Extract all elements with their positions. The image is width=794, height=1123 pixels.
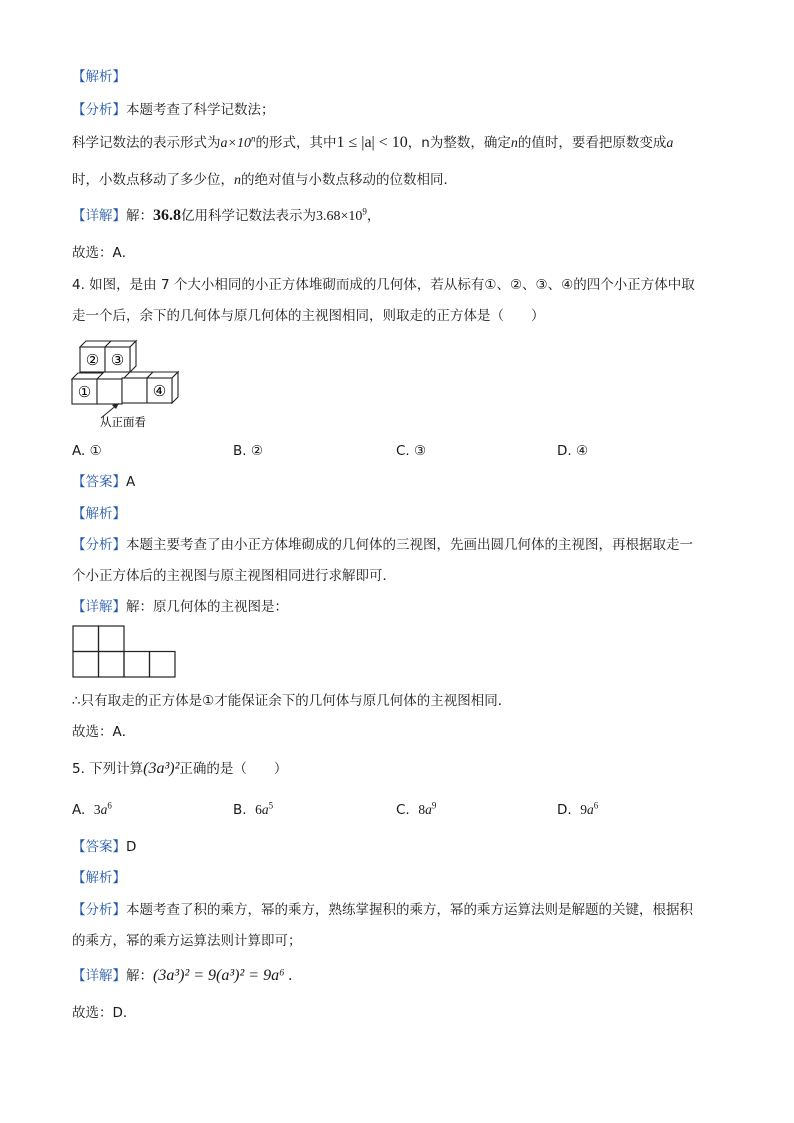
q4-option-b: B. ② — [233, 443, 263, 459]
grid-cell — [73, 626, 99, 652]
grid-cell — [99, 652, 125, 678]
cube-label-1: ① — [77, 383, 92, 401]
q4-conclusion: ∴只有取走的正方体是①才能保证余下的几何体与原几何体的主视图相同． — [72, 693, 512, 709]
answer-tag: 【答案】 — [72, 474, 126, 490]
cube-front-face — [97, 379, 122, 404]
q4-stem-line2: 走一个后，余下的几何体与原几何体的主视图相同，则取走的正方体是（ ） — [72, 308, 545, 324]
q3-guxuan: 故选：A． — [72, 245, 136, 261]
cube-stack-figure — [68, 336, 188, 430]
cube-front-face — [122, 378, 147, 403]
q5-fenxi-line1: 【分析】本题考查了积的乘方，幂的乘方，熟练掌握积的乘方，幂的乘方运算法则是解题的关键，根据积 — [72, 902, 693, 918]
inequality: 1 ≤ |a| < 10 — [336, 134, 408, 151]
answer-value: D — [126, 839, 137, 855]
q5-option-b: B. $6a^5$ — [233, 800, 274, 818]
grid-cell — [124, 652, 150, 678]
grid-cell — [73, 652, 99, 678]
cube-side-face — [130, 341, 136, 372]
q3-jiexi-heading — [72, 68, 126, 86]
cube-label-3: ③ — [110, 351, 125, 369]
q4-option-c: C. ③ — [396, 443, 427, 459]
sci-result: $3.68\times 10^9$ — [316, 206, 367, 224]
fenxi-tag: 【分析】 — [72, 102, 126, 118]
q4-option-d: D. ④ — [557, 443, 589, 459]
cube-label-4: ④ — [152, 382, 167, 400]
xiangjie-tag: 【详解】 — [72, 208, 126, 224]
q3-definition-line2: 时，小数点移动了多少位，n的绝对值与小数点移动的位数相同． — [72, 172, 457, 188]
q4-xiangjie: 【详解】解：原几何体的主视图是： — [72, 599, 288, 615]
q5-guxuan: 故选：D． — [72, 1005, 137, 1021]
q4-answer — [72, 473, 135, 491]
q3-definition-line1: 科学记数法的表示形式为$a\times 10^n$的形式，其中1 ≤ |a| < 10，n为整数，确定n的值时，要看把原数变成a — [72, 133, 674, 151]
q5-jiexi-heading: 【解析】 — [72, 870, 126, 886]
q5-expression: (3a³)² — [143, 760, 180, 777]
front-view-grid — [72, 625, 180, 679]
grid-cell — [150, 652, 176, 678]
q3-xiangjie: 【详解】解：36.8亿用科学记数法表示为$3.68\times 10^9$， — [72, 206, 381, 224]
q5-calculation: (3a³)² = 9(a³)² = 9a⁶ . — [153, 967, 293, 984]
q4-fenxi-line2: 个小正方体后的主视图与原主视图相同进行求解即可． — [72, 568, 396, 584]
q5-answer: 【答案】D — [72, 839, 137, 855]
fig-caption: 从正面看 — [100, 415, 146, 429]
q3-fenxi — [72, 101, 275, 119]
q4-stem-line1: 4. 如图，是由 7 个大小相同的小正方体堆砌而成的几何体，若从标有①、②、③、④的四个小正方体中取 — [72, 277, 695, 293]
sci-form-expr: $a\times 10^n$ — [220, 133, 256, 151]
fenxi-text: 本题考查了科学记数法； — [126, 102, 275, 118]
number-value: 36.8 — [153, 207, 181, 224]
q4-fenxi-line1: 【分析】本题主要考查了由小正方体堆砌成的几何体的三视图，先画出圆几何体的主视图，再根据取走一 — [72, 537, 693, 553]
q5-stem: 5. 下列计算(3a³)²正确的是（ ） — [72, 760, 288, 777]
jiexi-tag: 【解析】 — [72, 69, 126, 85]
q4-option-a: A. ① — [72, 443, 102, 459]
q4-jiexi-heading: 【解析】 — [72, 506, 126, 522]
q5-xiangjie: 【详解】解：(3a³)² = 9(a³)² = 9a⁶ . — [72, 967, 293, 984]
q5-option-a: A. $3a^6$ — [72, 800, 112, 818]
q5-option-d: D. $9a^6$ — [557, 800, 599, 818]
cube-side-face — [172, 372, 178, 403]
q5-fenxi-line2: 的乘方，幂的乘方运算法则计算即可； — [72, 933, 302, 949]
grid-cell — [99, 626, 125, 652]
answer-value: A — [126, 474, 136, 490]
cube-top-face — [72, 373, 103, 379]
cube-label-2: ② — [85, 351, 100, 369]
q4-guxuan: 故选：A． — [72, 724, 136, 740]
q5-option-c: C. $8a^9$ — [396, 800, 437, 818]
